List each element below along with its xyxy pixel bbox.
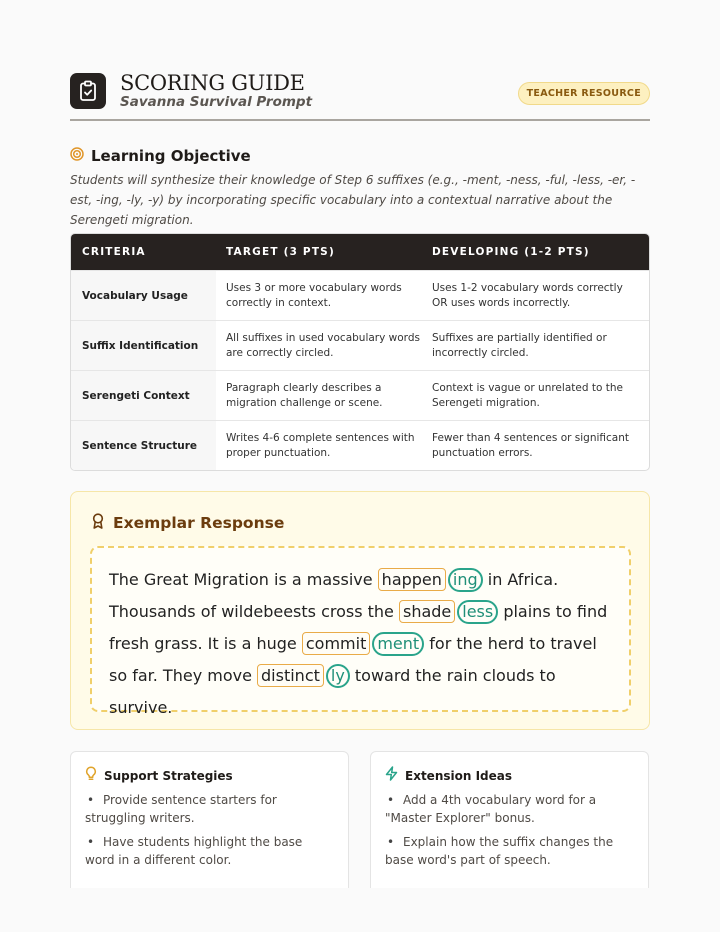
- suffix-circle: ing: [448, 568, 483, 592]
- support-heading: [85, 766, 334, 785]
- page-bottom-mask: [0, 888, 720, 932]
- table-header: [71, 234, 649, 270]
- table-row: [71, 320, 649, 370]
- header-developing: DEVELOPING (1-2 PTS): [432, 246, 590, 258]
- header-target: TARGET (3 PTS): [226, 246, 335, 258]
- support-strategies-card: [70, 751, 349, 901]
- page-subtitle: Savanna Survival Prompt: [120, 94, 313, 110]
- page-title: SCORING GUIDE: [120, 71, 305, 95]
- objective-heading: [70, 146, 251, 165]
- list-item: • Have students highlight the base word in a different color.: [85, 833, 334, 869]
- header-divider: [70, 119, 650, 121]
- exemplar-section: [70, 491, 650, 730]
- suffix-circle: ly: [326, 664, 350, 688]
- exemplar-response-box: [90, 546, 631, 717]
- extension-ideas-card: [370, 751, 649, 901]
- lightning-icon: [385, 766, 398, 785]
- target-icon: [70, 146, 84, 165]
- developing-cell: Uses 1-2 vocabulary words correctly OR uses words incorrectly.: [432, 282, 623, 309]
- exemplar-paragraph: [109, 564, 619, 724]
- clipboard-check-icon: [70, 73, 106, 109]
- objective-text: Students will synthesize their knowledge of Step 6 suffixes (e.g., -ment, -ness, -ful, -less, -er, -est, -ing, -ly, -y) by incorporating specific vocabulary into a contextual narrative about the Serengeti migration.: [70, 173, 636, 227]
- exemplar-text: in Africa. Thousands of wildebeests cross the: [109, 570, 559, 621]
- exemplar-title: Exemplar Response: [113, 514, 285, 532]
- target-cell: All suffixes in used vocabulary words are correctly circled.: [226, 332, 420, 359]
- exemplar-text: The Great Migration is a massive: [109, 570, 378, 589]
- list-item: • Add a 4th vocabulary word for a "Master Explorer" bonus.: [385, 791, 634, 827]
- list-item: • Explain how the suffix changes the base word's part of speech.: [385, 833, 634, 869]
- table-row: [71, 370, 649, 420]
- criteria-cell: Serengeti Context: [71, 371, 216, 420]
- exemplar-text: plains to find fresh grass. It is a huge: [109, 602, 608, 653]
- criteria-cell: Vocabulary Usage: [71, 271, 216, 320]
- base-word: commit: [302, 632, 370, 655]
- extension-heading: [385, 766, 634, 785]
- suffix-circle: ment: [372, 632, 424, 656]
- criteria-table: [70, 233, 650, 471]
- target-cell: Writes 4-6 complete sentences with proper punctuation.: [226, 432, 415, 459]
- suffix-circle: less: [457, 600, 498, 624]
- base-word: shade: [399, 600, 455, 623]
- target-cell: Paragraph clearly describes a migration challenge or scene.: [226, 382, 383, 409]
- criteria-cell: Sentence Structure: [71, 421, 216, 470]
- exemplar-text: toward the rain clouds to survive.: [109, 666, 556, 717]
- lightbulb-icon: [85, 766, 97, 785]
- header-criteria: CRITERIA: [82, 246, 146, 258]
- base-word: happen: [378, 568, 446, 591]
- exemplar-text: for the herd to travel so far. They move: [109, 634, 597, 685]
- support-list: [85, 791, 334, 869]
- teacher-resource-badge: TEACHER RESOURCE: [518, 82, 650, 105]
- award-icon: [91, 513, 105, 533]
- developing-cell: Suffixes are partially identified or incorrectly circled.: [432, 332, 607, 359]
- table-row: [71, 420, 649, 470]
- base-word: distinct: [257, 664, 324, 687]
- exemplar-heading: [91, 513, 284, 533]
- developing-cell: Fewer than 4 sentences or significant punctuation errors.: [432, 432, 629, 459]
- list-item: • Provide sentence starters for struggling writers.: [85, 791, 334, 827]
- header: [70, 72, 650, 122]
- developing-cell: Context is vague or unrelated to the Serengeti migration.: [432, 382, 623, 409]
- support-title: Support Strategies: [104, 768, 233, 783]
- criteria-cell: Suffix Identification: [71, 321, 216, 370]
- extension-title: Extension Ideas: [405, 768, 513, 783]
- extension-list: [385, 791, 634, 869]
- table-row: [71, 270, 649, 320]
- target-cell: Uses 3 or more vocabulary words correctly in context.: [226, 282, 402, 309]
- objective-title: Learning Objective: [91, 146, 251, 165]
